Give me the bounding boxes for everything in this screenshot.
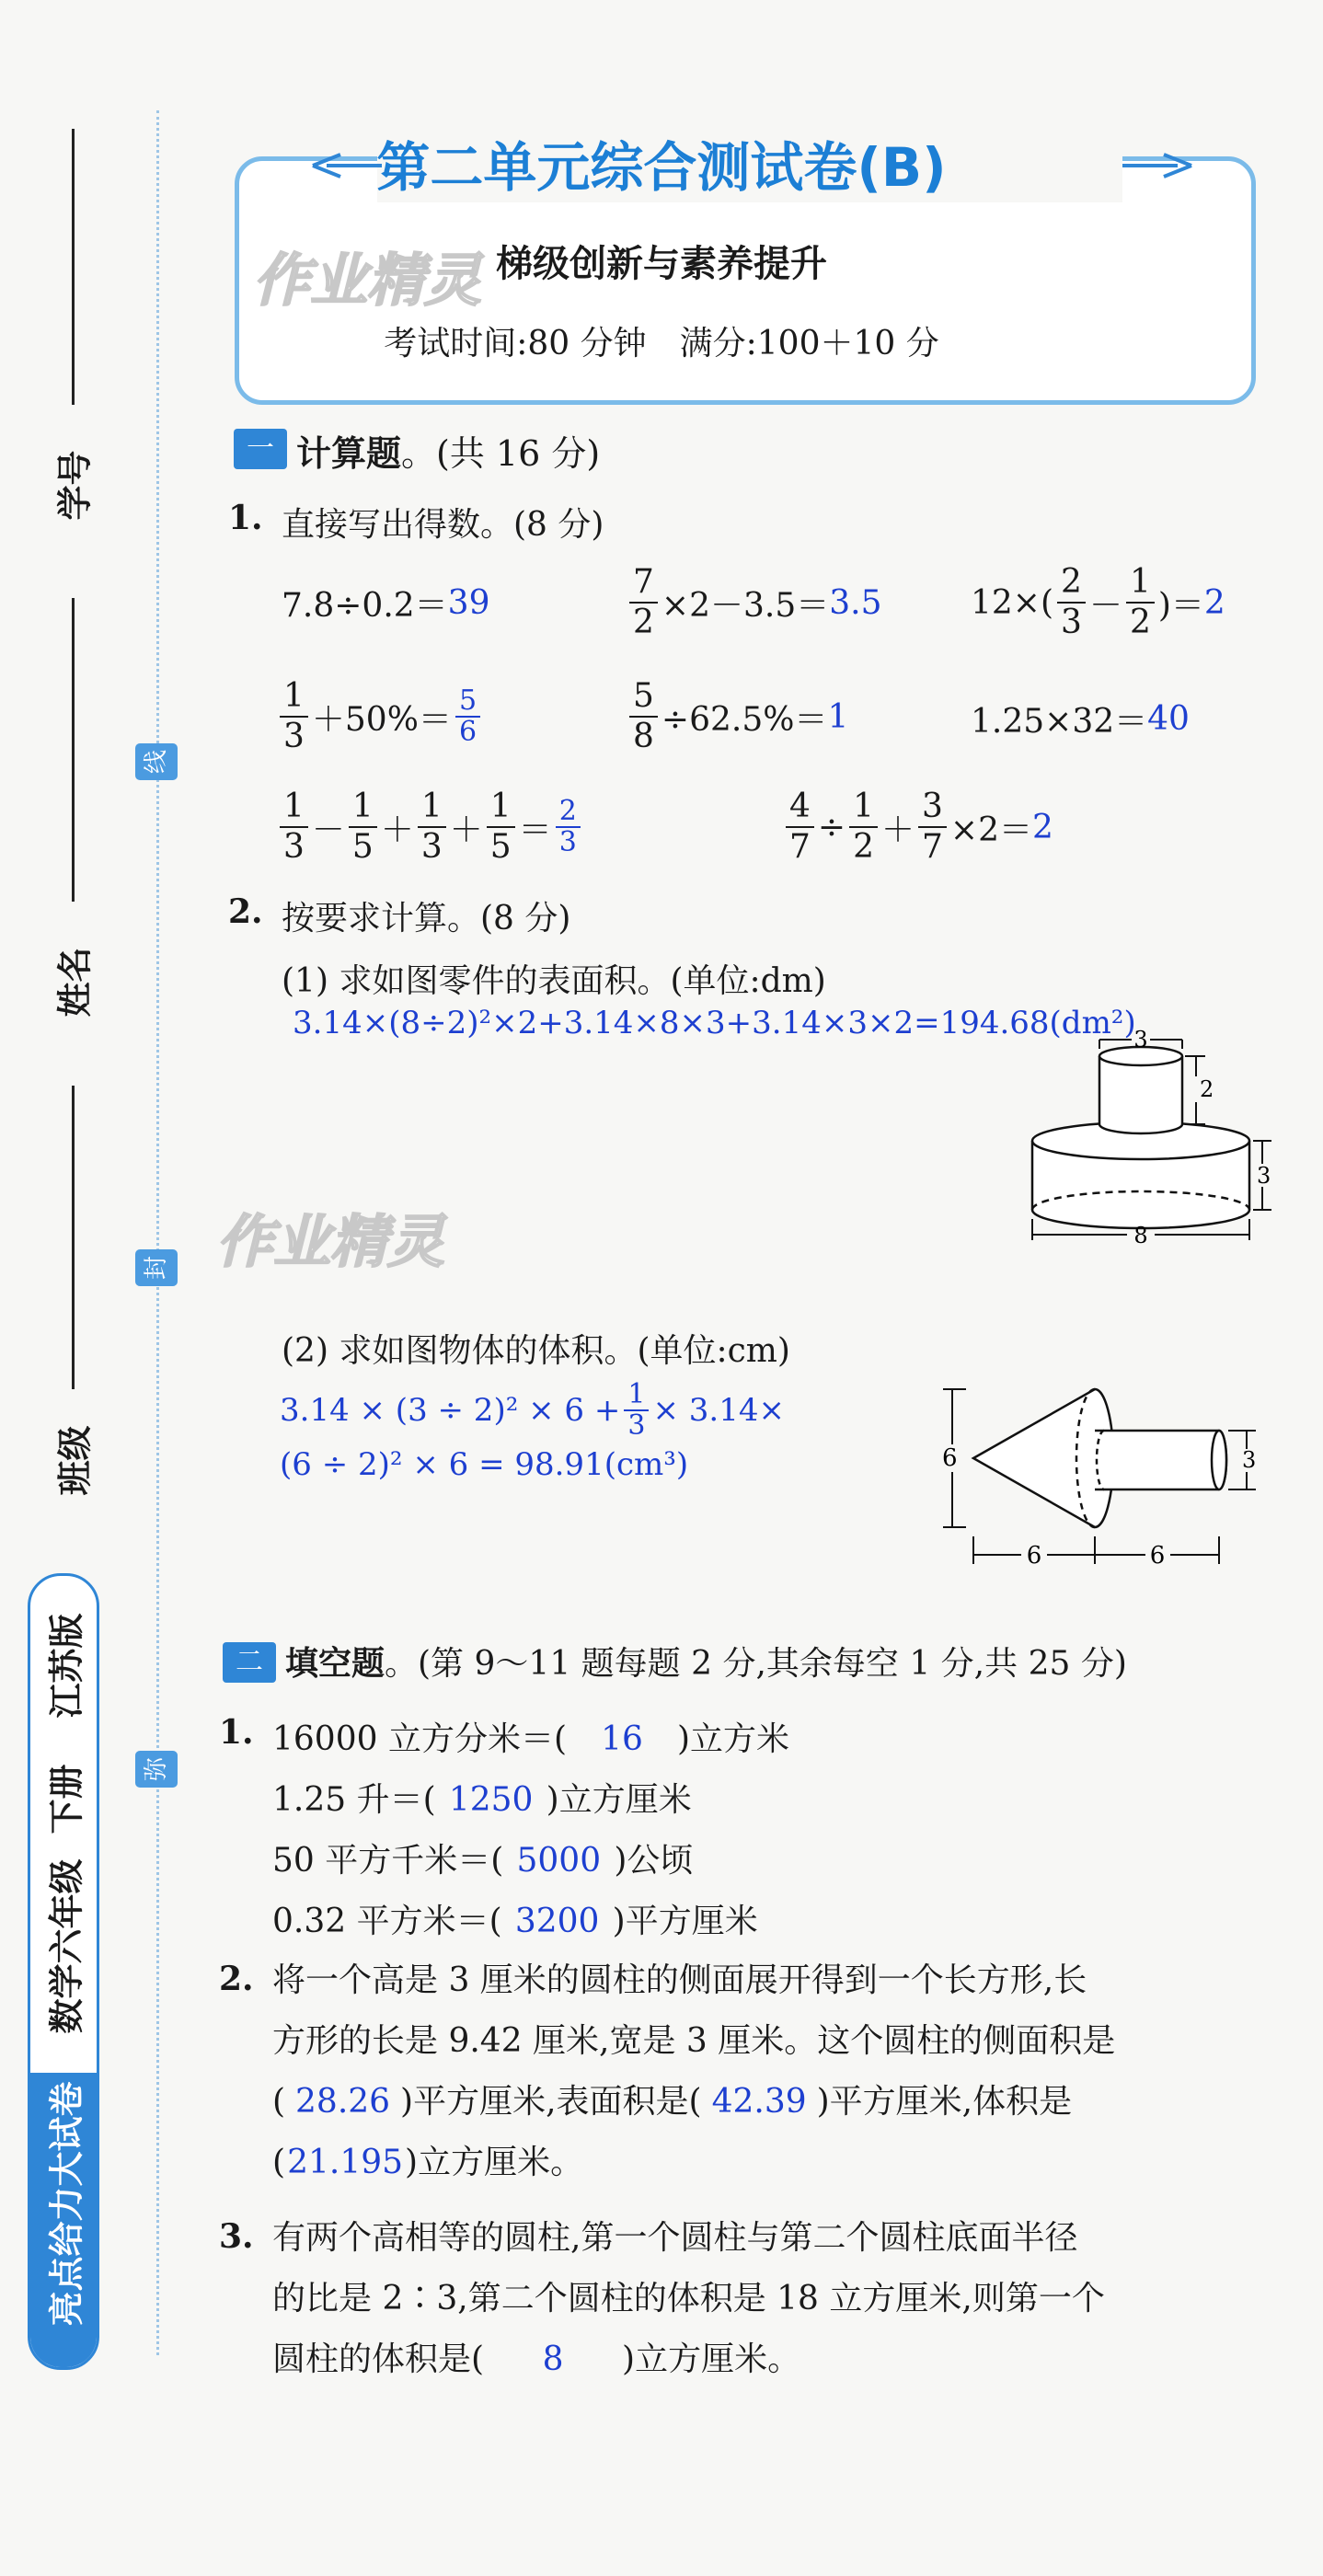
s2-q1-line2 [272, 1774, 692, 1821]
calc-a [282, 580, 489, 627]
s2-q3-line3 [272, 2329, 1266, 2390]
calc-h-fraction2 [849, 788, 878, 867]
calc-h-op2: ＋ [880, 811, 915, 849]
calc-g-fraction1 [280, 788, 308, 867]
calc-g-n1: 1 [280, 788, 308, 828]
fig1-top-height: 2 [1200, 1076, 1214, 1102]
section2-badge: 二 [223, 1642, 276, 1683]
s2-q1-number: 1. [219, 1713, 254, 1752]
s2-q3-line2: 的比是 2∶3,第二个圆柱的体积是 18 立方厘米,则第一个 [272, 2280, 1105, 2317]
s2-q3-line1: 有两个高相等的圆柱,第一个圆柱与第二个圆柱底面半径 [272, 2219, 1078, 2257]
calc-g-ans-den: 3 [558, 826, 577, 858]
section1-score: 。(共 16 分) [401, 433, 601, 474]
calc-c-n1: 2 [1057, 563, 1086, 604]
calc-b [626, 563, 882, 642]
exam-info: 考试时间:80 分钟 满分:100＋10 分 [384, 325, 939, 362]
s2-q1-line3 [272, 1834, 693, 1881]
calc-b-num: 7 [629, 563, 658, 604]
s2-q2-l3-b: )平方厘米,表面积是( [400, 2083, 702, 2121]
calc-c-d2: 2 [1129, 604, 1151, 641]
s1-q2-p2-text: (2) 求如图物体的体积。(单位:cm) [282, 1332, 790, 1370]
s2-q2-l3-c: )平方厘米,体积是 [816, 2083, 1073, 2121]
s2-q2-l4-a: ( [272, 2144, 286, 2181]
calc-d [276, 677, 484, 756]
s2-q1-l2-pre: 1.25 升＝( [272, 1781, 436, 1819]
s2-q1-line4 [272, 1895, 758, 1942]
section1-badge: 一 [234, 429, 287, 469]
class-blank [72, 1086, 75, 1389]
calc-g-op3: ＋ [449, 811, 483, 849]
calc-e-num: 5 [629, 677, 658, 718]
calc-h-d1: 7 [789, 828, 811, 866]
calc-g-ans-num: 2 [556, 797, 581, 828]
calc-e-answer: 1 [827, 697, 849, 736]
calc-g-d1: 3 [283, 828, 305, 866]
s2-q1-l4-post: )平方厘米 [612, 1903, 758, 1940]
s2-q1-l1-post: )立方米 [677, 1720, 790, 1758]
watermark-top: 作业精灵 [253, 247, 482, 314]
fig2-cylinder-diameter: 3 [1242, 1447, 1257, 1473]
calc-c-pre: 12×( [971, 583, 1054, 622]
calc-d-num: 1 [280, 677, 308, 718]
calc-g-n2: 1 [349, 788, 377, 828]
calc-d-den: 3 [283, 718, 305, 755]
calc-c [971, 563, 1225, 642]
s2-q1-l3-answer: 5000 [516, 1842, 602, 1880]
calc-h-fraction3 [918, 788, 947, 867]
calc-g-fraction3 [418, 788, 446, 867]
s1-q2-p2-answer-line2: (6 ÷ 2)² × 6 = 98.91(cm³) [280, 1446, 689, 1483]
calc-h-fraction1 [786, 788, 814, 867]
calc-c-answer: 2 [1203, 583, 1225, 622]
p2-frac-den: 3 [627, 1409, 646, 1442]
calc-b-answer: 3.5 [829, 583, 882, 622]
s2-q1-l1-answer: 16 [601, 1720, 643, 1758]
fig1-base-diameter: 8 [1133, 1223, 1148, 1248]
calc-c-fraction2 [1126, 563, 1155, 642]
calc-g-op2: ＋ [380, 811, 414, 849]
section2-score: 。(第 9～11 题每题 2 分,其余每空 1 分,共 25 分) [385, 1645, 1127, 1683]
calc-h-d2: 2 [853, 828, 874, 866]
figure-cone-cylinder [929, 1380, 1279, 1582]
fig1-top-diameter: 3 [1133, 1027, 1148, 1052]
book-spine [28, 1573, 99, 2370]
calc-e-fraction [629, 677, 658, 756]
s2-q1-l4-pre: 0.32 平方米＝( [272, 1903, 502, 1940]
calc-c-minus: － [1088, 586, 1122, 625]
calc-h-rest: ×2＝ [949, 811, 1032, 849]
s2-q1-line1 [272, 1713, 789, 1760]
section2-heading [285, 1638, 1127, 1685]
calc-e-den: 8 [633, 718, 654, 755]
section1-title: 计算题 [296, 433, 402, 474]
calc-e-rest: ÷62.5%＝ [661, 700, 828, 739]
s2-q2-line3 [272, 2072, 1266, 2133]
calc-f [971, 696, 1190, 742]
calc-d-rest: ＋50%＝ [311, 700, 452, 739]
calc-h-op1: ÷ [817, 808, 846, 846]
s2-q3-number: 3. [219, 2217, 254, 2256]
calc-g-fraction4 [487, 788, 515, 867]
s2-q1-l3-pre: 50 平方千米＝( [272, 1842, 504, 1880]
calc-b-fraction [629, 563, 658, 642]
calc-e [626, 677, 848, 756]
calc-h-n2: 1 [849, 788, 878, 828]
calc-g-d2: 5 [351, 828, 374, 866]
s2-q2-line4 [272, 2133, 1266, 2193]
name-blank [72, 598, 75, 902]
calc-f-expr: 1.25×32＝ [971, 703, 1148, 741]
calc-c-d1: 3 [1061, 604, 1082, 641]
calc-g-op1: － [311, 811, 345, 849]
s2-q2-text [272, 1950, 1266, 2193]
p2-answer-part2: × 3.14× [652, 1392, 785, 1429]
s2-q2-line2: 方形的长是 9.42 厘米,宽是 3 厘米。这个圆柱的侧面积是 [272, 2022, 1116, 2060]
s1-q1-number: 1. [228, 499, 263, 537]
calc-c-fraction1 [1057, 563, 1086, 642]
calc-d-ans-num: 5 [455, 686, 480, 718]
calc-h-n1: 4 [786, 788, 814, 828]
s2-q2-number: 2. [219, 1960, 254, 1998]
calc-h-n3: 3 [918, 788, 947, 828]
s2-q2-answer3: 21.195 [287, 2144, 404, 2181]
s2-q1-l2-post: )立方厘米 [546, 1781, 692, 1819]
name-label: 姓名 [54, 947, 96, 1018]
s2-q3-l3-b: )立方厘米。 [622, 2340, 801, 2378]
calc-g-d4: 5 [489, 828, 512, 866]
s1-q1-text: 直接写出得数。(8 分) [282, 506, 604, 544]
s1-q2-text: 按要求计算。(8 分) [282, 900, 571, 937]
p2-frac-num: 1 [624, 1380, 649, 1411]
spine-edition: 江苏版 [46, 1613, 87, 1719]
calc-g-d3: 3 [420, 828, 443, 866]
fig1-base-height: 3 [1257, 1163, 1271, 1189]
s2-q2-l4-b: )立方厘米。 [405, 2144, 584, 2181]
calc-h-answer: 2 [1031, 808, 1053, 846]
student-id-label: 学号 [54, 450, 96, 521]
spine-brand: 亮点给力大试卷 [46, 2081, 87, 2327]
s2-q1-l2-answer: 1250 [448, 1781, 534, 1819]
s2-q3-l3-a: 圆柱的体积是( [272, 2340, 485, 2378]
s1-q2-p1-answer: 3.14×(8÷2)²×2+3.14×8×3+3.14×3×2=194.68(dm²) [293, 1005, 1136, 1041]
p2-answer-fraction [624, 1380, 649, 1441]
figure-part-cylinders [1012, 1021, 1288, 1251]
s1-q2-p2-answer-line1 [280, 1380, 785, 1441]
s1-q2-p1-text: (1) 求如图零件的表面积。(单位:dm) [282, 962, 826, 1000]
seal-tight-mark: 弥 [135, 1751, 178, 1788]
s2-q2-line1: 将一个高是 3 厘米的圆柱的侧面展开得到一个长方形,长 [272, 1961, 1087, 1999]
calc-c-n2: 1 [1126, 563, 1155, 604]
section2-title: 填空题 [285, 1645, 385, 1683]
s2-q2-l3-a: ( [272, 2083, 286, 2121]
seal-seal-mark: 封 [135, 1249, 178, 1286]
fig2-length-2: 6 [1149, 1542, 1166, 1570]
calc-f-answer: 40 [1147, 700, 1190, 738]
s2-q3-answer1: 8 [542, 2340, 564, 2378]
s2-q2-answer1: 28.26 [295, 2083, 391, 2121]
calc-a-answer: 39 [447, 584, 490, 622]
calc-d-fraction [280, 677, 308, 756]
calc-h [782, 788, 1053, 867]
spine-subject: 数学六年级 [46, 1858, 87, 2034]
calc-g-eq: ＝ [518, 811, 552, 849]
s2-q2-answer2: 42.39 [711, 2083, 807, 2121]
calc-c-post: )＝ [1157, 586, 1204, 625]
calc-g-fraction2 [349, 788, 377, 867]
spine-volume: 下册 [46, 1764, 87, 1834]
calc-g-n3: 1 [418, 788, 446, 828]
calc-d-ans-den: 6 [458, 716, 477, 748]
fig2-length-1: 6 [1026, 1542, 1042, 1570]
s2-q1-l1-pre: 16000 立方分米＝( [272, 1720, 568, 1758]
page-subtitle: 梯级创新与素养提升 [496, 243, 827, 285]
binding-dotted-line [156, 110, 159, 2355]
calc-g [276, 788, 584, 867]
watermark-middle: 作业精灵 [216, 1208, 445, 1275]
s2-q1-l3-post: )公顷 [614, 1842, 694, 1880]
calc-d-answer [455, 686, 480, 747]
page-title: 第二单元综合测试卷(B) [376, 136, 947, 199]
fig2-cone-height: 6 [942, 1444, 958, 1472]
p2-answer-part1: 3.14 × (3 ÷ 2)² × 6 + [280, 1392, 621, 1429]
s2-q1-l4-answer: 3200 [514, 1903, 600, 1940]
seal-line-mark: 线 [135, 743, 178, 780]
class-label: 班级 [54, 1425, 96, 1496]
s1-q2-number: 2. [228, 892, 263, 931]
calc-a-expr: 7.8÷0.2＝ [282, 587, 448, 625]
calc-g-answer [556, 797, 581, 857]
calc-g-n4: 1 [487, 788, 515, 828]
section1-heading [296, 425, 600, 476]
calc-b-rest: ×2－3.5＝ [661, 586, 830, 625]
s2-q3-text [272, 2208, 1266, 2390]
calc-b-den: 2 [633, 604, 654, 641]
calc-h-d3: 7 [922, 828, 943, 866]
